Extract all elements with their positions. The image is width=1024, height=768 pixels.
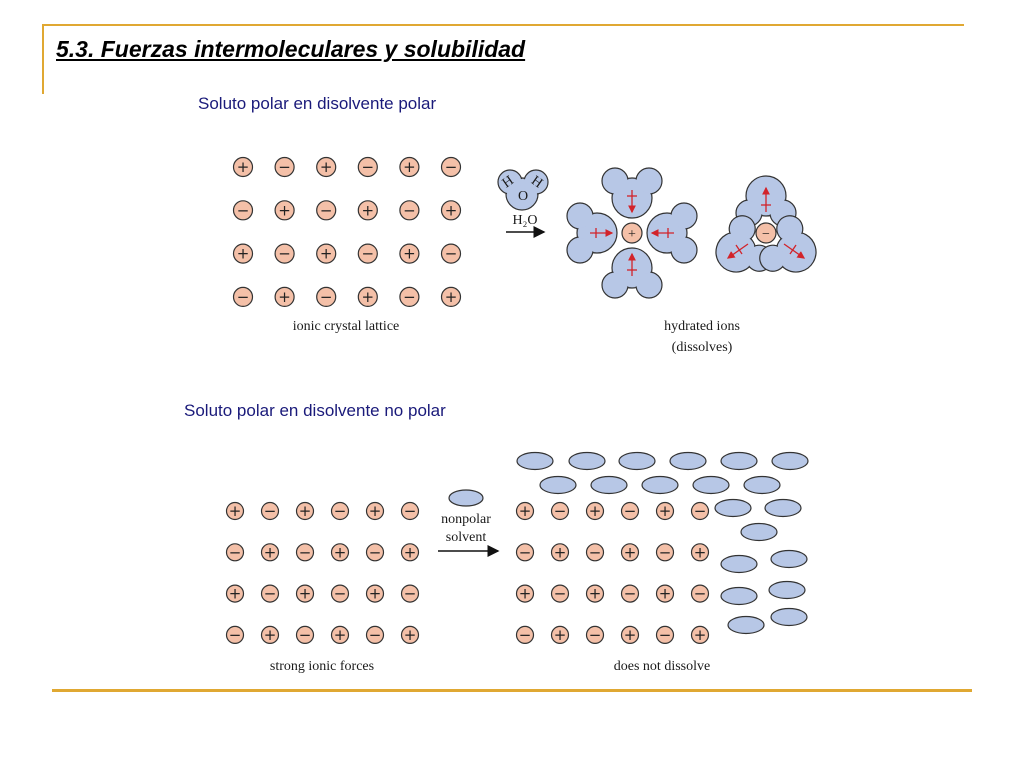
ion-sign: − [278, 158, 291, 176]
ion [227, 626, 244, 644]
ion [587, 626, 604, 644]
ion [442, 158, 461, 177]
ion-sign: + [298, 584, 312, 603]
ion-sign: − [518, 543, 532, 562]
ion [622, 585, 639, 603]
ion-sign: − [693, 584, 707, 603]
ion-sign: − [319, 201, 333, 220]
ion-sign: + [263, 625, 277, 644]
ion-sign: − [278, 244, 291, 263]
nonpolar-molecule [744, 477, 780, 494]
nonpolar-molecule [569, 453, 605, 470]
ion-sign: − [236, 287, 250, 306]
nonpolar-label-1: nonpolar [441, 512, 491, 527]
ion [587, 502, 604, 520]
nonpolar-molecule [771, 551, 807, 568]
ion-sign: + [693, 625, 707, 644]
ion [657, 543, 674, 561]
ion [332, 543, 349, 561]
ion [400, 158, 419, 177]
ion [317, 158, 336, 177]
ion [400, 201, 419, 220]
ion-sign: − [319, 287, 333, 306]
ion [517, 543, 534, 561]
ion [332, 585, 349, 603]
ion [227, 502, 244, 520]
ion [262, 543, 279, 561]
ion-sign: − [403, 502, 417, 520]
ion [262, 502, 279, 520]
ion [358, 201, 377, 220]
ion-sign: − [623, 502, 637, 520]
ion-sign: + [693, 543, 707, 562]
ion-sign: + [403, 158, 416, 176]
hydrated-label-2: (dissolves) [671, 340, 733, 355]
ion-sign: + [403, 625, 417, 644]
ion [517, 585, 534, 603]
ion [332, 626, 349, 644]
ion [402, 585, 419, 603]
nonpolar-molecule [619, 453, 655, 470]
ion-sign: + [361, 287, 375, 306]
ion-sign: + [361, 201, 375, 220]
ion [275, 201, 294, 220]
nonpolar-molecule [771, 609, 807, 626]
ion-sign: + [263, 543, 277, 562]
ion-sign: − [263, 502, 277, 520]
ion-sign: + [588, 584, 602, 603]
lattice-label: ionic crystal lattice [292, 319, 400, 334]
ion-sign: − [403, 287, 416, 306]
ion-sign: + [298, 502, 312, 520]
ion-sign: − [368, 543, 382, 562]
ion [367, 502, 384, 520]
ion-sign: + [658, 584, 672, 603]
ion [297, 585, 314, 603]
ion-sign: + [228, 584, 242, 603]
ion-sign: − [444, 158, 458, 176]
ion-sign: + [236, 244, 250, 263]
ion [622, 502, 639, 520]
ion [442, 201, 461, 220]
nonpolar-molecule [741, 524, 777, 541]
ion-sign: + [403, 543, 417, 562]
hydrated-cation [567, 168, 697, 298]
ion [275, 244, 294, 263]
ionic-lattice-undissolved [517, 502, 709, 644]
ion [317, 201, 336, 220]
ion [262, 585, 279, 603]
nonpolar-molecule [517, 453, 553, 470]
ion [234, 287, 253, 306]
ion-sign: − [228, 625, 242, 644]
ion [442, 244, 461, 263]
ion-sign: + [228, 502, 242, 520]
ion [622, 626, 639, 644]
ion [442, 287, 461, 306]
nonpolar-molecule [721, 453, 757, 470]
ion-sign: − [298, 543, 312, 562]
ionic-lattice-strong [227, 502, 419, 644]
nonpolar-molecule [715, 500, 751, 517]
ion [332, 502, 349, 520]
nonpolar-molecule [670, 453, 706, 470]
ion [402, 502, 419, 520]
ion [692, 626, 709, 644]
ion [317, 287, 336, 306]
ion-sign: + [319, 158, 333, 176]
ion [692, 502, 709, 520]
ion [622, 543, 639, 561]
ion-sign: + [444, 287, 458, 306]
ion [552, 502, 569, 520]
nonpolar-molecule [693, 477, 729, 494]
ion-sign: − [361, 158, 375, 176]
slide-title: 5.3. Fuerzas intermoleculares y solubilidad [56, 36, 526, 62]
ion [367, 626, 384, 644]
nonpolar-molecule [769, 582, 805, 599]
ion-sign: + [553, 625, 567, 644]
ion [262, 626, 279, 644]
ion [227, 585, 244, 603]
ion [400, 287, 419, 306]
ion [402, 543, 419, 561]
ion [552, 543, 569, 561]
ion-sign: + [278, 287, 291, 306]
ion-sign: + [319, 244, 333, 263]
anion-sign: − [762, 227, 770, 242]
ion-sign: − [588, 625, 602, 644]
ion-sign: + [588, 502, 602, 520]
does-not-dissolve-label: does not dissolve [613, 659, 711, 674]
nonpolar-molecule [772, 453, 808, 470]
ion-sign: + [553, 543, 567, 562]
nonpolar-molecule [591, 477, 627, 494]
h2o-arrow-label: H₂O [512, 213, 538, 228]
ion [227, 543, 244, 561]
ion-sign: + [368, 502, 382, 520]
ion [692, 585, 709, 603]
ion [234, 244, 253, 263]
ion-sign: + [623, 543, 637, 562]
ion-sign: + [333, 543, 347, 562]
nonpolar-molecule [642, 477, 678, 494]
ionic-crystal-lattice [234, 158, 461, 307]
ion-sign: − [333, 502, 347, 520]
ion-sign: − [588, 543, 602, 562]
ion-sign: − [553, 502, 567, 520]
ion [587, 543, 604, 561]
ion [552, 626, 569, 644]
ion-sign: − [298, 625, 312, 644]
ion [297, 626, 314, 644]
ion [587, 585, 604, 603]
water-h-left: H [499, 173, 517, 192]
ion [234, 158, 253, 177]
nonpolar-molecule-icon [449, 490, 483, 506]
ion-sign: − [263, 584, 277, 603]
ion-sign: − [403, 201, 416, 220]
ion [358, 287, 377, 306]
ion-sign: + [278, 201, 291, 220]
strong-ionic-forces-label: strong ionic forces [269, 659, 375, 674]
ion [297, 502, 314, 520]
hydrated-label-1: hydrated ions [664, 319, 740, 334]
ion-sign: + [333, 625, 347, 644]
ion-sign: − [658, 625, 672, 644]
ion [657, 502, 674, 520]
ion-sign: − [518, 625, 532, 644]
ion [317, 244, 336, 263]
ion-sign: − [228, 543, 242, 562]
ion-sign: − [361, 244, 375, 263]
ion [517, 626, 534, 644]
ion-sign: + [368, 584, 382, 603]
ion-sign: − [444, 244, 458, 263]
hydrated-anion [704, 176, 829, 288]
ion [275, 287, 294, 306]
ion-sign: + [623, 625, 637, 644]
ion [358, 158, 377, 177]
water-o: O [517, 189, 529, 204]
water-molecule-icon [498, 170, 548, 210]
section2-heading: Soluto polar en disolvente no polar [184, 401, 446, 420]
nonpolar-molecule [721, 556, 757, 573]
ion-sign: + [403, 244, 416, 263]
ion [358, 244, 377, 263]
ion [552, 585, 569, 603]
ion [657, 585, 674, 603]
nonpolar-label-2: solvent [445, 530, 487, 545]
ion-sign: − [553, 584, 567, 603]
ion-sign: − [693, 502, 707, 520]
ion-sign: − [658, 543, 672, 562]
ion-sign: − [403, 584, 417, 603]
ion [234, 201, 253, 220]
ion [400, 244, 419, 263]
ion-sign: + [518, 584, 532, 603]
ion-sign: − [623, 584, 637, 603]
ion [367, 543, 384, 561]
nonpolar-molecule [765, 500, 801, 517]
water-h-right: H [528, 173, 546, 192]
ion-sign: − [333, 584, 347, 603]
ion-sign: + [444, 201, 458, 220]
nonpolar-molecule [728, 617, 764, 634]
section1-heading: Soluto polar en disolvente polar [198, 94, 437, 113]
ion-sign: + [236, 158, 250, 176]
ion-sign: − [368, 625, 382, 644]
ion [692, 543, 709, 561]
cation-sign: + [628, 227, 636, 242]
nonpolar-molecule [540, 477, 576, 494]
ion [367, 585, 384, 603]
ion [297, 543, 314, 561]
ion [402, 626, 419, 644]
ion-sign: + [658, 502, 672, 520]
ion-sign: + [518, 502, 532, 520]
ion [657, 626, 674, 644]
nonpolar-molecule [721, 588, 757, 605]
ion-sign: − [236, 201, 250, 220]
ion [517, 502, 534, 520]
ion [275, 158, 294, 177]
